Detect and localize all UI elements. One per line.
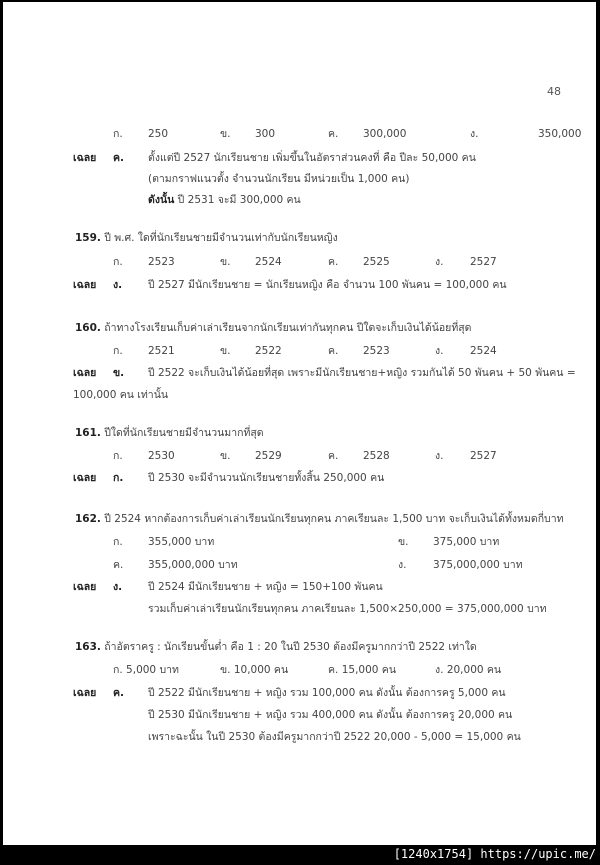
question-stem: ปี 2524 หากต้องการเก็บค่าเล่าเรียนนักเรียนทุกคน ภาคเรียนละ 1,500 บาท จะเก็บเงินได้ทั้งหมดกี่บาท <box>100 513 564 525</box>
choice-text: 2528 <box>363 450 390 462</box>
footer-text: [1240x1754] https://upic.me/ <box>393 847 596 861</box>
question-stem: ถ้าทางโรงเรียนเก็บค่าเล่าเรียนจากนักเรียนเท่ากันทุกคน ปีใดจะเก็บเงินได้น้อยที่สุด <box>100 322 472 334</box>
conclusion-line <box>148 193 301 207</box>
answer-key: ค. <box>113 687 125 699</box>
explanation-line: ปี 2530 จะมีจำนวนนักเรียนชายทั้งสิ้น 250,000 คน <box>148 472 385 484</box>
choice-key: ข. <box>398 536 409 548</box>
choice-key: ค. <box>328 345 339 357</box>
explanation-line: ปี 2530 มีนักเรียนชาย + หญิง รวม 400,000 คน ดังนั้น ต้องการครู 20,000 คน <box>148 709 513 721</box>
choice-text: 350,000 <box>538 128 582 140</box>
question-text <box>75 426 264 440</box>
choice-key: ง. <box>435 664 444 676</box>
choice-text: 375,000 บาท <box>433 536 500 548</box>
choice-key: ค. <box>328 664 339 676</box>
choice-text: 5,000 บาท <box>126 664 179 676</box>
choice-text: 15,000 คน <box>341 664 396 676</box>
answer-label: เฉลย <box>73 279 97 291</box>
choice-key: ง. <box>435 256 444 268</box>
explanation-line: รวมเก็บค่าเล่าเรียนนักเรียนทุกคน ภาคเรียนละ 1,500×250,000 = 375,000,000 บาท <box>148 603 547 615</box>
choice-text: 20,000 คน <box>446 664 502 676</box>
choice-key: ก. <box>113 345 123 357</box>
explanation-line: ปี 2522 จะเก็บเงินได้น้อยที่สุด เพราะมีนักเรียนชาย+หญิง รวมกันได้ 50 พันคน + 50 พันคน = <box>148 367 576 379</box>
choice-text: 355,000,000 บาท <box>148 559 238 571</box>
answer-key: ค. <box>113 152 125 164</box>
question-number: 162. <box>75 513 101 525</box>
question-number: 161. <box>75 427 101 439</box>
question-text <box>75 512 564 526</box>
choice-key: ง. <box>398 559 407 571</box>
choice-text: 300,000 <box>363 128 407 140</box>
explanation-line: ปี 2522 มีนักเรียนชาย + หญิง รวม 100,000 คน ดังนั้น ต้องการครู 5,000 คน <box>148 687 506 699</box>
choice-text: 2527 <box>470 450 497 462</box>
choice-key: ค. <box>328 128 339 140</box>
choice-key: ข. <box>220 256 231 268</box>
question-stem: ถ้าอัตราครู : นักเรียนขั้นต่ำ คือ 1 : 20 ในปี 2530 ต้องมีครูมากกว่าปี 2522 เท่าใด <box>100 641 477 653</box>
choice-text: 375,000,000 บาท <box>433 559 523 571</box>
answer-key: ง. <box>113 581 123 593</box>
choice-key: ข. <box>220 450 231 462</box>
choice-key: ก. <box>113 256 123 268</box>
question-text <box>75 640 477 654</box>
choice-key: ข. <box>220 664 231 676</box>
choice-key: ก. <box>113 664 123 676</box>
choice-key: ข. <box>220 128 231 140</box>
choice-key: ง. <box>435 450 444 462</box>
choice-text: 10,000 คน <box>233 664 289 676</box>
question-number: 163. <box>75 641 101 653</box>
choice-text: 2523 <box>363 345 390 357</box>
choice-key: ค. <box>113 559 124 571</box>
explanation-line: ปี 2527 มีนักเรียนชาย = นักเรียนหญิง คือ จำนวน 100 พันคน = 100,000 คน <box>148 279 507 291</box>
explanation-line: ตั้งแต่ปี 2527 นักเรียนชาย เพิ่มขึ้นในอัตราส่วนคงที่ คือ ปีละ 50,000 คน <box>148 152 476 164</box>
choice-text: 300 <box>255 128 276 140</box>
answer-key: ข. <box>113 367 125 379</box>
explanation-line: เพราะฉะนั้น ในปี 2530 ต้องมีครูมากกว่าปี 2522 20,000 - 5,000 = 15,000 คน <box>148 731 521 743</box>
choice-text: 2525 <box>363 256 390 268</box>
explanation-line: (ตามกราฟแนวตั้ง จำนวนนักเรียน มีหน่วยเป็น 1,000 คน) <box>148 173 410 185</box>
answer-label: เฉลย <box>73 581 97 593</box>
answer-label: เฉลย <box>73 367 97 379</box>
question-number: 160. <box>75 322 101 334</box>
choice-key: ง. <box>435 345 444 357</box>
answer-key: ก. <box>113 472 124 484</box>
choice-text: 2527 <box>470 256 497 268</box>
choice-text: 2523 <box>148 256 175 268</box>
choice-text: 2530 <box>148 450 175 462</box>
choice-text: 2524 <box>255 256 282 268</box>
question-number: 159. <box>75 232 101 244</box>
conclusion-text: ปี 2531 จะมี 300,000 คน <box>174 194 301 206</box>
answer-label: เฉลย <box>73 472 97 484</box>
answer-key: ง. <box>113 279 123 291</box>
document-page <box>3 2 596 845</box>
choice-text: 250 <box>148 128 169 140</box>
choice-text: 2521 <box>148 345 175 357</box>
choice-text: 2524 <box>470 345 497 357</box>
choice-key: ก. <box>113 450 123 462</box>
page-number: 48 <box>547 85 561 98</box>
choice-key: ง. <box>470 128 479 140</box>
choice-text: 2522 <box>255 345 282 357</box>
answer-label: เฉลย <box>73 152 97 164</box>
choice-key: ก. <box>113 536 123 548</box>
explanation-line: ปี 2524 มีนักเรียนชาย + หญิง = 150+100 พันคน <box>148 581 383 593</box>
choice-key: ก. <box>113 128 123 140</box>
question-stem: ปี พ.ศ. ใดที่นักเรียนชายมีจำนวนเท่ากับนักเรียนหญิง <box>100 232 338 244</box>
conclusion-bold: ดังนั้น <box>148 194 175 206</box>
choice-key: ค. <box>328 256 339 268</box>
question-text <box>75 231 338 245</box>
choice-text: 2529 <box>255 450 282 462</box>
choice-key: ข. <box>220 345 231 357</box>
image-host-footer <box>0 845 600 865</box>
answer-label: เฉลย <box>73 687 97 699</box>
explanation-line: 100,000 คน เท่านั้น <box>73 389 169 401</box>
choice-key: ค. <box>328 450 339 462</box>
choice-text: 355,000 บาท <box>148 536 215 548</box>
question-stem: ปีใดที่นักเรียนชายมีจำนวนมากที่สุด <box>100 427 264 439</box>
question-text <box>75 321 471 335</box>
